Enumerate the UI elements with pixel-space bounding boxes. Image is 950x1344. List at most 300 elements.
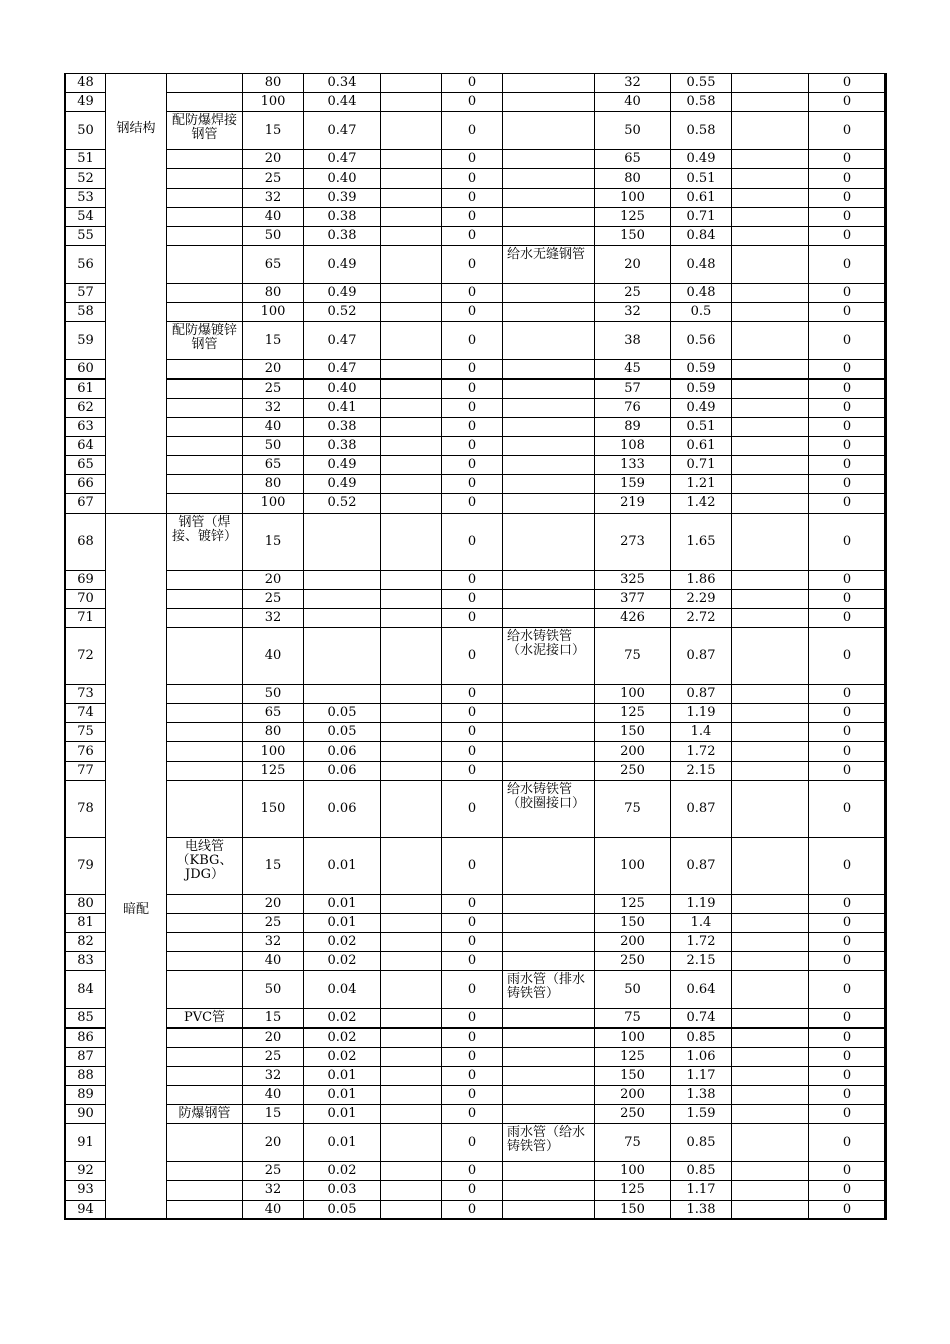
empty-cell-2: [731, 1123, 809, 1162]
diameter-cell: 20: [242, 359, 304, 379]
row-number: 55: [65, 226, 106, 246]
diameter-cell: 20: [242, 1028, 304, 1048]
empty-cell-2: [731, 149, 809, 169]
zero-cell: 0: [441, 722, 503, 742]
diameter-cell: 40: [242, 1085, 304, 1105]
row-number: 59: [65, 321, 106, 360]
value-cell-2: 0.56: [670, 321, 732, 360]
diameter-cell: 20: [242, 894, 304, 914]
pipe-name-cell: [166, 894, 243, 914]
value-cell: 0.02: [303, 1008, 381, 1028]
value-cell-2: 0.5: [670, 302, 732, 322]
value-cell: [303, 570, 381, 590]
empty-cell-2: [731, 92, 809, 112]
diameter-cell: 80: [242, 722, 304, 742]
zero-cell-2: 0: [808, 493, 886, 513]
diameter-cell: 100: [242, 302, 304, 322]
table-frame-rule: [884, 73, 887, 1220]
zero-cell-2: 0: [808, 379, 886, 399]
diameter-cell: 40: [242, 207, 304, 227]
row-number: 78: [65, 780, 106, 838]
zero-cell-2: 0: [808, 436, 886, 456]
pipe-name-cell: 电线管（KBG、JDG）: [166, 837, 243, 895]
empty-cell: [380, 436, 442, 456]
pipe-name-cell-2: [502, 570, 595, 590]
zero-cell-2: 0: [808, 398, 886, 418]
empty-cell: [380, 837, 442, 895]
value-cell-2: 0.87: [670, 780, 732, 838]
zero-cell: 0: [441, 417, 503, 437]
diameter-cell: 25: [242, 1161, 304, 1181]
diameter-cell-2: 150: [594, 913, 671, 933]
diameter-cell-2: 150: [594, 1200, 671, 1220]
pipe-name-cell: [166, 73, 243, 93]
empty-cell-2: [731, 436, 809, 456]
diameter-cell-2: 125: [594, 1180, 671, 1200]
empty-cell: [380, 455, 442, 475]
diameter-cell: 40: [242, 1200, 304, 1220]
zero-cell: 0: [441, 1085, 503, 1105]
value-cell: 0.01: [303, 894, 381, 914]
row-number: 81: [65, 913, 106, 933]
empty-cell: [380, 226, 442, 246]
diameter-cell-2: 200: [594, 932, 671, 952]
diameter-cell: 25: [242, 168, 304, 188]
zero-cell-2: 0: [808, 168, 886, 188]
empty-cell-2: [731, 837, 809, 895]
zero-cell-2: 0: [808, 761, 886, 781]
value-cell: [303, 627, 381, 685]
value-cell: 0.02: [303, 1047, 381, 1067]
empty-cell-2: [731, 1200, 809, 1220]
empty-cell-2: [731, 970, 809, 1009]
pipe-name-cell-2: [502, 932, 595, 952]
value-cell-2: 0.59: [670, 379, 732, 399]
diameter-cell: 80: [242, 283, 304, 303]
zero-cell: 0: [441, 283, 503, 303]
zero-cell: 0: [441, 436, 503, 456]
diameter-cell-2: 219: [594, 493, 671, 513]
empty-cell: [380, 1180, 442, 1200]
zero-cell-2: 0: [808, 1028, 886, 1048]
diameter-cell: 15: [242, 513, 304, 571]
pipe-name-cell-2: [502, 321, 595, 360]
diameter-cell: 50: [242, 970, 304, 1009]
empty-cell: [380, 398, 442, 418]
diameter-cell-2: 45: [594, 359, 671, 379]
pipe-name-cell: [166, 417, 243, 437]
zero-cell-2: 0: [808, 226, 886, 246]
value-cell-2: 1.4: [670, 913, 732, 933]
value-cell-2: 1.19: [670, 703, 732, 723]
zero-cell-2: 0: [808, 302, 886, 322]
value-cell: 0.47: [303, 359, 381, 379]
empty-cell-2: [731, 455, 809, 475]
zero-cell: 0: [441, 359, 503, 379]
empty-cell-2: [731, 302, 809, 322]
value-cell-2: 0.85: [670, 1123, 732, 1162]
value-cell-2: 0.48: [670, 283, 732, 303]
value-cell: 0.47: [303, 321, 381, 360]
zero-cell: 0: [441, 1123, 503, 1162]
pipe-name-cell-2: [502, 73, 595, 93]
pipe-name-cell-2: [502, 913, 595, 933]
pipe-name-cell-2: [502, 951, 595, 971]
value-cell-2: 1.86: [670, 570, 732, 590]
value-cell-2: 0.85: [670, 1028, 732, 1048]
value-cell-2: 0.59: [670, 359, 732, 379]
row-number: 65: [65, 455, 106, 475]
diameter-cell-2: 76: [594, 398, 671, 418]
value-cell-2: 2.72: [670, 608, 732, 628]
empty-cell-2: [731, 1028, 809, 1048]
diameter-cell-2: 250: [594, 1104, 671, 1124]
empty-cell: [380, 1085, 442, 1105]
row-number: 83: [65, 951, 106, 971]
empty-cell-2: [731, 932, 809, 952]
pipe-name-cell: 钢管（焊接、镀锌）: [166, 513, 243, 571]
zero-cell-2: 0: [808, 1085, 886, 1105]
row-number: 68: [65, 513, 106, 571]
pipe-name-cell: [166, 398, 243, 418]
pipe-name-cell: [166, 1047, 243, 1067]
empty-cell: [380, 1066, 442, 1086]
zero-cell: 0: [441, 761, 503, 781]
value-cell: [303, 684, 381, 704]
zero-cell-2: 0: [808, 932, 886, 952]
diameter-cell: 25: [242, 379, 304, 399]
zero-cell: 0: [441, 1104, 503, 1124]
diameter-cell: 32: [242, 398, 304, 418]
empty-cell-2: [731, 73, 809, 93]
pipe-name-cell: [166, 932, 243, 952]
row-number: 87: [65, 1047, 106, 1067]
pipe-name-cell-2: 雨水管（给水铸铁管）: [502, 1123, 595, 1162]
value-cell: 0.02: [303, 1161, 381, 1181]
value-cell-2: 2.29: [670, 589, 732, 609]
zero-cell: 0: [441, 92, 503, 112]
pipe-name-cell: [166, 703, 243, 723]
diameter-cell-2: 65: [594, 149, 671, 169]
pipe-name-cell: [166, 761, 243, 781]
diameter-cell: 32: [242, 188, 304, 208]
value-cell: 0.38: [303, 436, 381, 456]
zero-cell: 0: [441, 207, 503, 227]
diameter-cell: 40: [242, 627, 304, 685]
empty-cell: [380, 168, 442, 188]
pipe-name-cell: [166, 359, 243, 379]
empty-cell: [380, 1123, 442, 1162]
pipe-name-cell: [166, 493, 243, 513]
diameter-cell: 20: [242, 1123, 304, 1162]
value-cell: 0.40: [303, 379, 381, 399]
empty-cell: [380, 932, 442, 952]
row-number: 51: [65, 149, 106, 169]
diameter-cell-2: 377: [594, 589, 671, 609]
diameter-cell: 80: [242, 73, 304, 93]
pipe-name-cell: 配防爆镀锌钢管: [166, 321, 243, 360]
pipe-name-cell-2: [502, 741, 595, 761]
empty-cell: [380, 951, 442, 971]
zero-cell: 0: [441, 302, 503, 322]
diameter-cell: 20: [242, 149, 304, 169]
empty-cell-2: [731, 474, 809, 494]
pipe-name-cell: 防爆钢管: [166, 1104, 243, 1124]
value-cell-2: 1.38: [670, 1085, 732, 1105]
diameter-cell: 40: [242, 417, 304, 437]
value-cell-2: 1.06: [670, 1047, 732, 1067]
empty-cell: [380, 894, 442, 914]
empty-cell-2: [731, 741, 809, 761]
pipe-name-cell-2: [502, 837, 595, 895]
empty-cell-2: [731, 398, 809, 418]
zero-cell: 0: [441, 73, 503, 93]
pipe-name-cell-2: [502, 379, 595, 399]
zero-cell: 0: [441, 913, 503, 933]
value-cell: 0.02: [303, 932, 381, 952]
pipe-name-cell: [166, 474, 243, 494]
zero-cell-2: 0: [808, 970, 886, 1009]
pipe-name-cell-2: [502, 398, 595, 418]
empty-cell-2: [731, 684, 809, 704]
value-cell-2: 0.55: [670, 73, 732, 93]
pipe-name-cell: [166, 436, 243, 456]
zero-cell-2: 0: [808, 474, 886, 494]
zero-cell-2: 0: [808, 1180, 886, 1200]
row-number: 89: [65, 1085, 106, 1105]
pipe-name-cell-2: [502, 92, 595, 112]
empty-cell-2: [731, 493, 809, 513]
empty-cell: [380, 188, 442, 208]
zero-cell: 0: [441, 226, 503, 246]
row-number: 72: [65, 627, 106, 685]
zero-cell: 0: [441, 245, 503, 284]
zero-cell-2: 0: [808, 722, 886, 742]
value-cell-2: 1.72: [670, 741, 732, 761]
row-number: 61: [65, 379, 106, 399]
row-number: 52: [65, 168, 106, 188]
zero-cell: 0: [441, 379, 503, 399]
diameter-cell-2: 100: [594, 684, 671, 704]
diameter-cell-2: 32: [594, 73, 671, 93]
zero-cell: 0: [441, 570, 503, 590]
pipe-name-cell: [166, 1180, 243, 1200]
value-cell-2: 0.48: [670, 245, 732, 284]
empty-cell: [380, 379, 442, 399]
zero-cell: 0: [441, 951, 503, 971]
value-cell-2: 2.15: [670, 951, 732, 971]
pipe-name-cell: [166, 627, 243, 685]
value-cell-2: 1.65: [670, 513, 732, 571]
zero-cell: 0: [441, 188, 503, 208]
pipe-name-cell-2: [502, 1047, 595, 1067]
empty-cell-2: [731, 951, 809, 971]
zero-cell: 0: [441, 1200, 503, 1220]
zero-cell: 0: [441, 455, 503, 475]
row-number: 54: [65, 207, 106, 227]
zero-cell: 0: [441, 703, 503, 723]
zero-cell-2: 0: [808, 627, 886, 685]
zero-cell: 0: [441, 1066, 503, 1086]
diameter-cell-2: 325: [594, 570, 671, 590]
row-number: 82: [65, 932, 106, 952]
zero-cell-2: 0: [808, 207, 886, 227]
empty-cell: [380, 913, 442, 933]
pipe-name-cell-2: [502, 608, 595, 628]
zero-cell-2: 0: [808, 283, 886, 303]
zero-cell-2: 0: [808, 1200, 886, 1220]
pipe-name-cell-2: [502, 1200, 595, 1220]
zero-cell: 0: [441, 168, 503, 188]
empty-cell-2: [731, 1104, 809, 1124]
zero-cell-2: 0: [808, 149, 886, 169]
zero-cell: 0: [441, 741, 503, 761]
value-cell-2: 0.58: [670, 111, 732, 150]
row-number: 70: [65, 589, 106, 609]
zero-cell-2: 0: [808, 951, 886, 971]
diameter-cell-2: 75: [594, 780, 671, 838]
row-number: 92: [65, 1161, 106, 1181]
table-frame-rule: [64, 73, 66, 1220]
diameter-cell-2: 250: [594, 761, 671, 781]
value-cell-2: 0.71: [670, 207, 732, 227]
diameter-cell: 25: [242, 589, 304, 609]
value-cell: 0.52: [303, 302, 381, 322]
diameter-cell: 32: [242, 1180, 304, 1200]
pipe-name-cell: [166, 1123, 243, 1162]
zero-cell: 0: [441, 684, 503, 704]
pipe-name-cell: [166, 302, 243, 322]
diameter-cell-2: 250: [594, 951, 671, 971]
zero-cell: 0: [441, 1161, 503, 1181]
diameter-cell: 25: [242, 913, 304, 933]
pipe-name-cell-2: [502, 513, 595, 571]
diameter-cell: 50: [242, 226, 304, 246]
pipe-name-cell-2: [502, 188, 595, 208]
zero-cell-2: 0: [808, 321, 886, 360]
empty-cell: [380, 73, 442, 93]
value-cell: 0.40: [303, 168, 381, 188]
empty-cell-2: [731, 1161, 809, 1181]
row-number: 73: [65, 684, 106, 704]
value-cell-2: 0.58: [670, 92, 732, 112]
row-number: 74: [65, 703, 106, 723]
row-number: 63: [65, 417, 106, 437]
diameter-cell: 15: [242, 1008, 304, 1028]
empty-cell-2: [731, 589, 809, 609]
row-number: 53: [65, 188, 106, 208]
zero-cell-2: 0: [808, 913, 886, 933]
zero-cell-2: 0: [808, 73, 886, 93]
pipe-name-cell: 配防爆焊接钢管: [166, 111, 243, 150]
zero-cell: 0: [441, 513, 503, 571]
diameter-cell: 32: [242, 608, 304, 628]
pipe-name-cell-2: [502, 359, 595, 379]
pipe-name-cell: [166, 226, 243, 246]
zero-cell-2: 0: [808, 1066, 886, 1086]
empty-cell-2: [731, 321, 809, 360]
empty-cell-2: [731, 111, 809, 150]
empty-cell-2: [731, 627, 809, 685]
value-cell: 0.52: [303, 493, 381, 513]
empty-cell: [380, 570, 442, 590]
zero-cell-2: 0: [808, 608, 886, 628]
empty-cell-2: [731, 359, 809, 379]
value-cell-2: 0.49: [670, 149, 732, 169]
value-cell: 0.47: [303, 111, 381, 150]
pipe-name-cell-2: [502, 436, 595, 456]
pipe-name-cell-2: [502, 283, 595, 303]
diameter-cell-2: 80: [594, 168, 671, 188]
pipe-name-cell-2: [502, 168, 595, 188]
empty-cell: [380, 111, 442, 150]
diameter-cell-2: 125: [594, 1047, 671, 1067]
value-cell: 0.05: [303, 722, 381, 742]
diameter-cell-2: 273: [594, 513, 671, 571]
pipe-name-cell-2: [502, 684, 595, 704]
value-cell: 0.38: [303, 207, 381, 227]
row-number: 60: [65, 359, 106, 379]
value-cell: 0.01: [303, 1104, 381, 1124]
empty-cell: [380, 608, 442, 628]
empty-cell: [380, 703, 442, 723]
empty-cell: [380, 1104, 442, 1124]
row-number: 50: [65, 111, 106, 150]
empty-cell: [380, 302, 442, 322]
diameter-cell-2: 133: [594, 455, 671, 475]
pipe-name-cell: [166, 379, 243, 399]
zero-cell-2: 0: [808, 188, 886, 208]
pipe-name-cell-2: [502, 894, 595, 914]
empty-cell: [380, 741, 442, 761]
value-cell: 0.05: [303, 703, 381, 723]
row-number: 56: [65, 245, 106, 284]
value-cell-2: 0.71: [670, 455, 732, 475]
zero-cell-2: 0: [808, 455, 886, 475]
zero-cell: 0: [441, 1180, 503, 1200]
value-cell: 0.02: [303, 1028, 381, 1048]
diameter-cell-2: 100: [594, 188, 671, 208]
value-cell: 0.03: [303, 1180, 381, 1200]
pipe-name-cell: [166, 1066, 243, 1086]
pipe-name-cell: [166, 1161, 243, 1181]
zero-cell-2: 0: [808, 703, 886, 723]
diameter-cell-2: 125: [594, 894, 671, 914]
row-number: 91: [65, 1123, 106, 1162]
row-number: 48: [65, 73, 106, 93]
empty-cell: [380, 684, 442, 704]
pipe-name-cell-2: [502, 302, 595, 322]
pipe-name-cell-2: [502, 1180, 595, 1200]
zero-cell-2: 0: [808, 359, 886, 379]
empty-cell: [380, 970, 442, 1009]
pipe-name-cell-2: 雨水管（排水铸铁管）: [502, 970, 595, 1009]
zero-cell-2: 0: [808, 684, 886, 704]
value-cell: 0.06: [303, 780, 381, 838]
zero-cell-2: 0: [808, 417, 886, 437]
empty-cell-2: [731, 207, 809, 227]
zero-cell-2: 0: [808, 111, 886, 150]
table-frame-rule: [64, 1218, 887, 1220]
pipe-name-cell-2: [502, 149, 595, 169]
value-cell-2: 1.42: [670, 493, 732, 513]
diameter-cell-2: 75: [594, 1123, 671, 1162]
zero-cell: 0: [441, 932, 503, 952]
value-cell: 0.05: [303, 1200, 381, 1220]
pipe-name-cell: [166, 780, 243, 838]
diameter-cell-2: 108: [594, 436, 671, 456]
zero-cell: 0: [441, 1008, 503, 1028]
